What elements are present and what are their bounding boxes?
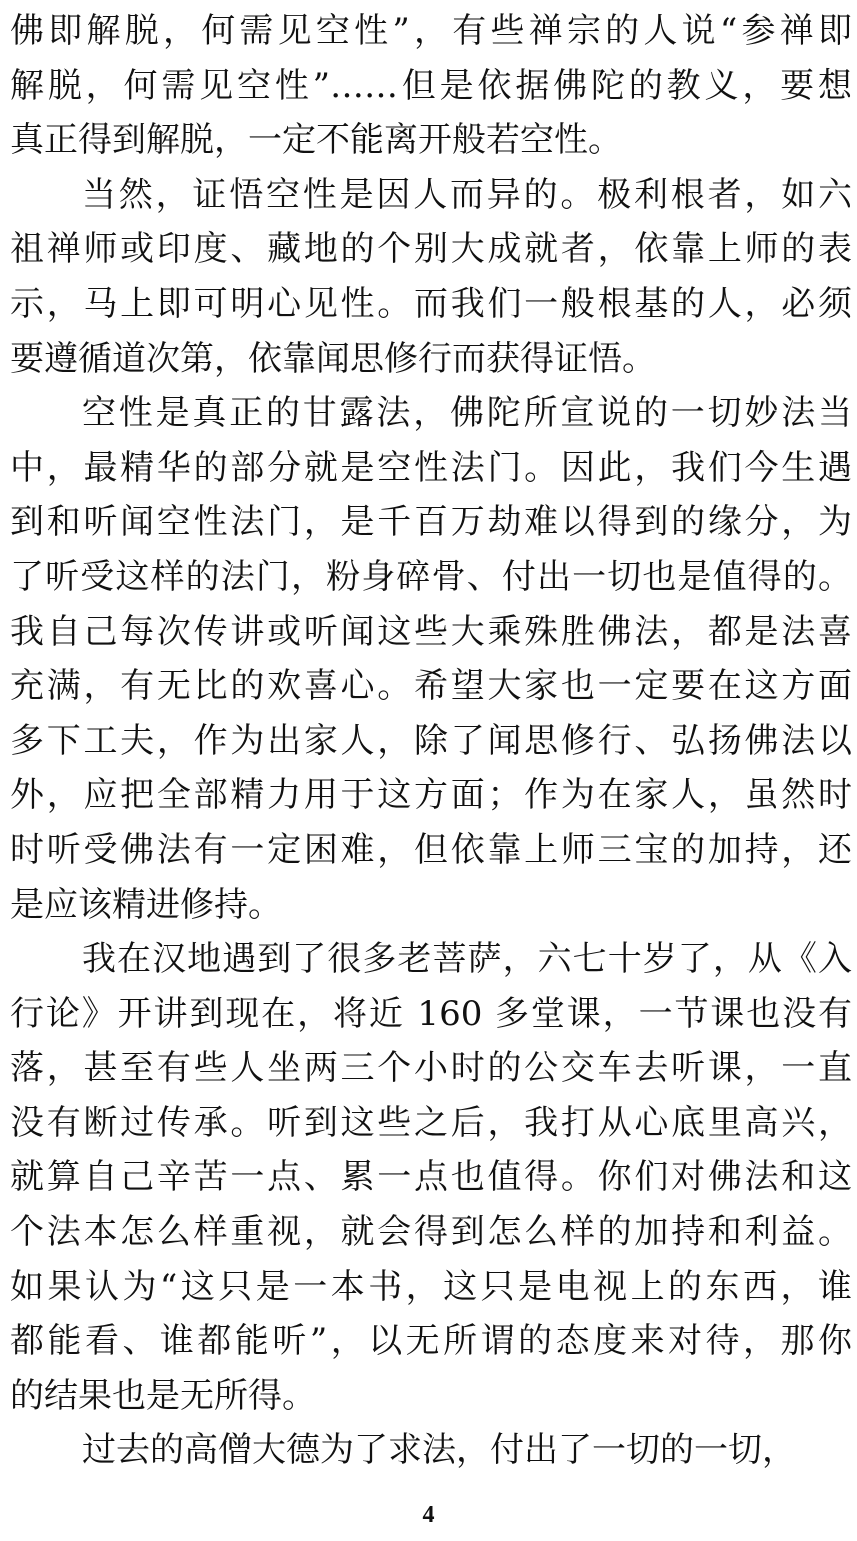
- text-line: 行论》开讲到现在，将近 160 多堂课，一节课也没有: [10, 993, 852, 1034]
- body-text: [10, 4, 852, 1478]
- text-line: 解脱，何需见空性”……但是依据佛陀的教义，要想: [10, 65, 852, 106]
- text-line: 我在汉地遇到了很多老菩萨，六七十岁了，从《入: [82, 939, 852, 980]
- text-line: 都能看、谁都能听”，以无所谓的态度来对待，那你: [10, 1321, 852, 1362]
- text-line: 外，应把全部精力用于这方面；作为在家人，虽然时: [10, 775, 852, 816]
- text-line: 充满，有无比的欢喜心。希望大家也一定要在这方面: [10, 666, 852, 707]
- text-line: 过去的高僧大德为了求法，付出了一切的一切，: [82, 1430, 796, 1471]
- text-line: 是应该精进修持。: [10, 884, 282, 925]
- text-line: 中，最精华的部分就是空性法门。因此，我们今生遇: [10, 447, 852, 488]
- text-line: 祖禅师或印度、藏地的个别大成就者，依靠上师的表: [10, 229, 852, 270]
- text-line: 我自己每次传讲或听闻这些大乘殊胜佛法，都是法喜: [10, 611, 852, 652]
- text-line: 时听受佛法有一定困难，但依靠上师三宝的加持，还: [10, 829, 852, 870]
- text-line: 示，马上即可明心见性。而我们一般根基的人，必须: [10, 283, 852, 324]
- text-line: 的结果也是无所得。: [10, 1375, 316, 1416]
- text-line: 了听受这样的法门，粉身碎骨、付出一切也是值得的。: [10, 556, 852, 597]
- text-line: 到和听闻空性法门，是千百万劫难以得到的缘分，为: [10, 502, 852, 543]
- text-line: 当然，证悟空性是因人而异的。极利根者，如六: [82, 174, 852, 215]
- text-line: 就算自己辛苦一点、累一点也值得。你们对佛法和这: [10, 1157, 852, 1198]
- text-line: 佛即解脱，何需见空性”，有些禅宗的人说“参禅即: [10, 11, 852, 51]
- text-line: 真正得到解脱，一定不能离开般若空性。: [10, 120, 622, 161]
- text-line: 落，甚至有些人坐两三个小时的公交车去听课，一直: [10, 1048, 852, 1089]
- text-line: 没有断过传承。听到这些之后，我打从心底里高兴，: [10, 1102, 852, 1143]
- page-number: 4: [422, 1502, 435, 1528]
- text-line: 如果认为“这只是一本书，这只是电视上的东西，谁: [10, 1266, 852, 1307]
- text-line: 空性是真正的甘露法，佛陀所宣说的一切妙法当: [82, 393, 852, 434]
- text-line: 要遵循道次第，依靠闻思修行而获得证悟。: [10, 338, 656, 379]
- text-line: 个法本怎么样重视，就会得到怎么样的加持和利益。: [10, 1212, 852, 1253]
- text-line: 多下工夫，作为出家人，除了闻思修行、弘扬佛法以: [10, 720, 852, 761]
